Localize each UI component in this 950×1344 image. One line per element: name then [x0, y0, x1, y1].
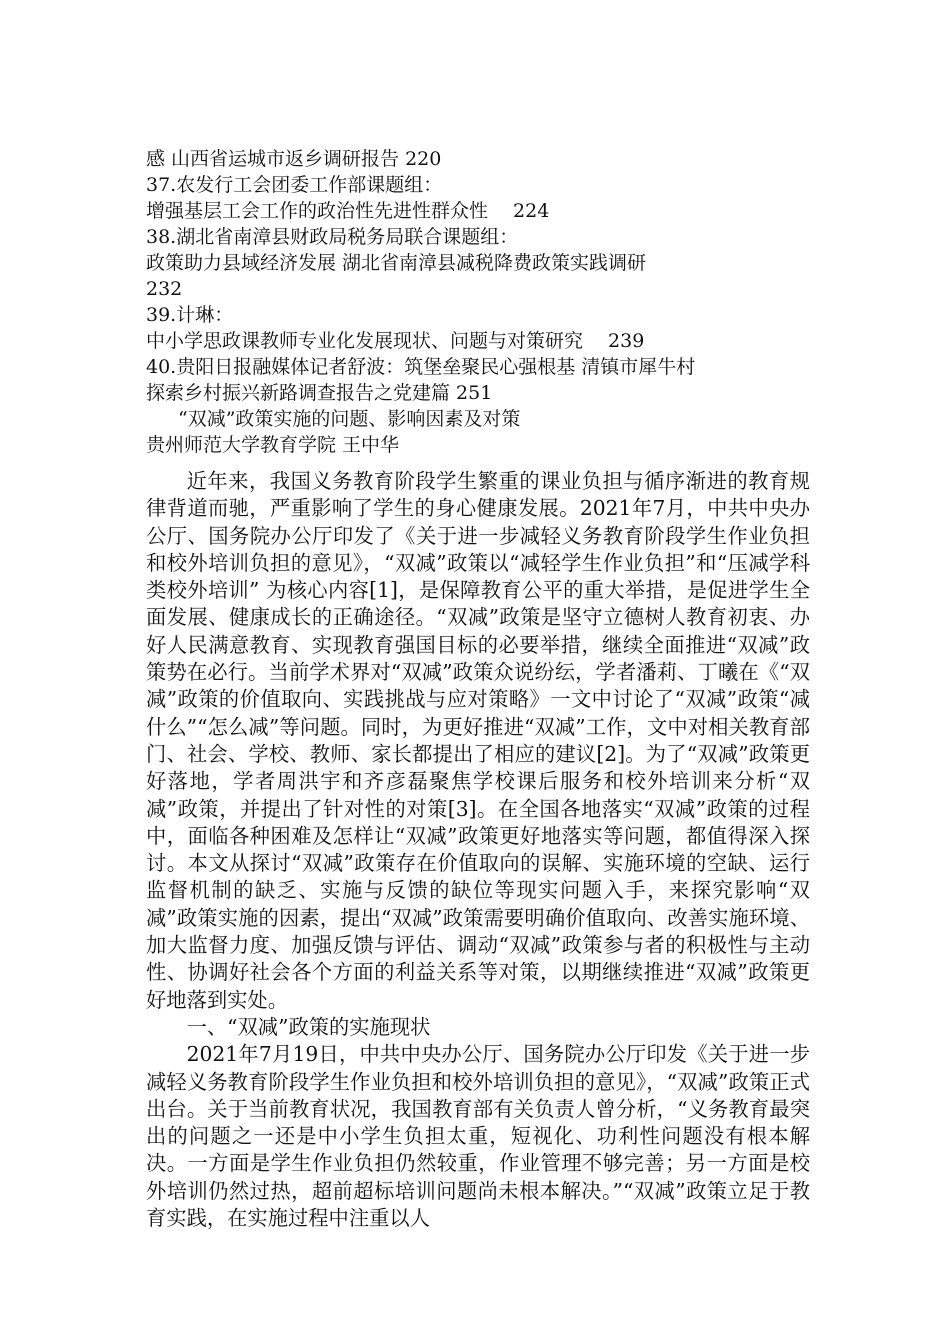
- paragraph: 2021年7月19日，中共中央办公厅、国务院办公厅印发《关于进一步减轻义务教育阶段学生作业负担和校外培训负担的意见》，“双减”政策正式出台。关于当前教育状况，我国教育部有关负责人曾分析，“义务教育最突出的问题之一还是中小学生负担太重，短视化、功利性问题没有根本解决。一方面是学生作业负担仍然较重，作业管理不够完善；另一方面是校外培训仍然过热，超前超标培训问题尚未根本解决。”“双减”政策立足于教育实践，在实施过程中注重以人: [146, 1042, 810, 1231]
- toc-item-40-cont: 探索乡村振兴新路调查报告之党建篇 251: [146, 382, 493, 404]
- toc-item-39: 39.计琳：: [146, 304, 234, 326]
- paragraph: 近年来，我国义务教育阶段学生繁重的课业负担与循序渐进的教育规律背道而驰，严重影响了学生的身心健康发展。2021年7月，中共中央办公厅、国务院办公厅印发了《关于进一步减轻义务教育阶段学生作业负担和校外培训负担的意见》，“双减”政策以“减轻学生作业负担”和“压减学科类校外培训” 为核心内容[1]，是保障教育公平的重大举措，是促进学生全面发展、健康成长的正确途径。“双减”政策是坚守立德树人教育初衷、办好人民满意教育、实现教育强国目标的必要举措，继续全面推进“双减”政策势在必行。当前学术界对“双减”政策众说纷纭，学者潘莉、丁曦在《“双减”政策的价值取向、实践挑战与应对策略》一文中讨论了“双减”政策“减什么”“怎么减”等问题。同时，为更好推进“双减”工作，文中对相关教育部门、社会、学校、教师、家长都提出了相应的建议[2]。为了“双减”政策更好落地，学者周洪宇和齐彦磊聚焦学校课后服务和校外培训来分析“双减”政策，并提出了针对性的对策[3]。在全国各地落实“双减”政策的过程中，面临各种困难及怎样让“双减”政策更好地落实等问题，都值得深入探讨。本文从探讨“双减”政策存在价值取向的误解、实施环境的空缺、运行监督机制的缺乏、实施与反馈的缺位等现实问题入手，来探究影响“双减”政策实施的因素，提出“双减”政策需要明确价值取向、改善实施环境、加大监督力度、加强反馈与评估、调动“双减”政策参与者的积极性与主动性、协调好社会各个方面的利益关系等对策，以期继续推进“双减”政策更好地落到实处。: [146, 469, 810, 1012]
- toc-item-37: 37.农发行工会团委工作部课题组：: [146, 174, 443, 196]
- article-body: [146, 468, 810, 1232]
- toc-item-38: 38.湖北省南漳县财政局税务局联合课题组：: [146, 226, 519, 248]
- article-title: “双减”政策实施的问题、影响因素及对策: [178, 408, 521, 430]
- table-of-contents: [146, 146, 826, 458]
- toc-item-37-title: 增强基层工会工作的政治性先进性群众性 224: [146, 200, 550, 222]
- toc-item-38-page: 232: [146, 278, 183, 300]
- toc-item-40: 40.贵阳日报融媒体记者舒波：筑堡垒聚民心强根基 清镇市犀牛村: [146, 356, 696, 378]
- toc-line: 感 山西省运城市返乡调研报告 220: [146, 148, 442, 170]
- toc-item-39-title: 中小学思政课教师专业化发展现状、问题与对策研究 239: [146, 330, 645, 352]
- toc-item-38-title: 政策助力县域经济发展 湖北省南漳县减税降费政策实践调研: [146, 252, 647, 274]
- article-author: 贵州师范大学教育学院 王中华: [146, 434, 400, 456]
- section-heading: 一、“双减”政策的实施现状: [186, 1014, 431, 1039]
